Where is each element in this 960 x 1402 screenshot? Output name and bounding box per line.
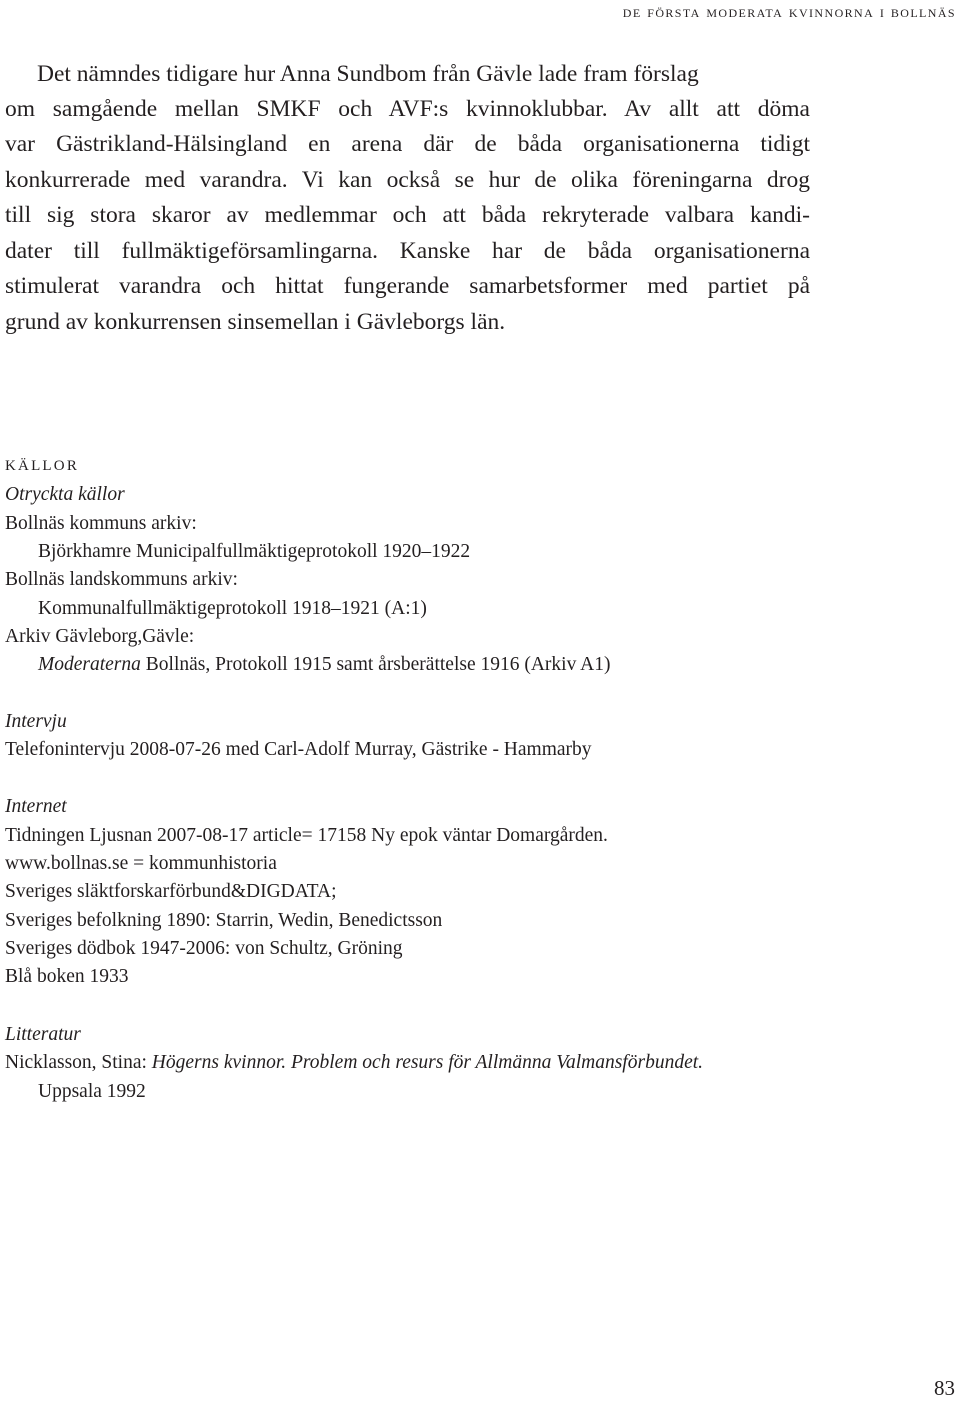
paragraph-line: dater till fullmäktigeförsamlingarna. Kanske har de båda organisationerna	[5, 238, 810, 264]
archive-name: Arkiv Gävleborg,Gävle:	[5, 626, 195, 647]
paragraph-line: konkurrerade med varandra. Vi kan också se hur de olika föreningarna drog	[5, 167, 810, 193]
paragraph-line: grund av konkurrensen sinsemellan i Gävleborgs län.	[5, 309, 506, 335]
paragraph-line: stimulerat varandra och hittat fungerande samarbetsformer med partiet på	[5, 273, 810, 299]
literature-title: Högerns kvinnor. Problem och resurs för Allmänna Valmansförbundet.	[151, 1052, 704, 1073]
archive-item: Björkhamre Municipalfullmäktigeprotokoll 1920–1922	[38, 541, 471, 562]
archive-item	[38, 651, 610, 679]
paragraph-line: om samgående mellan SMKF och AVF:s kvinnoklubbar. Av allt att döma	[5, 96, 810, 122]
archive-item: Kommunalfullmäktigeprotokoll 1918–1921 (A:1)	[38, 598, 427, 619]
internet-item: Tidningen Ljusnan 2007-08-17 article= 17158 Ny epok väntar Domargården.	[5, 825, 608, 846]
archive-item-rest: Bollnäs, Protokoll 1915 samt årsberättelse 1916 (Arkiv A1)	[140, 654, 611, 675]
paragraph-line: Det nämndes tidigare hur Anna Sundbom från Gävle lade fram förslag	[37, 61, 699, 87]
archive-name: Bollnäs kommuns arkiv:	[5, 513, 197, 534]
literature-heading: Litteratur	[5, 1024, 81, 1045]
literature-author: Nicklasson, Stina:	[5, 1052, 152, 1073]
literature-place-year: Uppsala 1992	[38, 1081, 146, 1102]
archive-item-italic: Moderaterna	[38, 654, 141, 675]
internet-heading: Internet	[5, 796, 67, 817]
archive-name: Bollnäs landskommuns arkiv:	[5, 569, 238, 590]
unprinted-sources-heading: Otryckta källor	[5, 484, 125, 505]
paragraph-line: till sig stora skaror av medlemmar och att båda rekryterade valbara kandi-	[5, 202, 810, 228]
interview-item: Telefonintervju 2008-07-26 med Carl-Adolf Murray, Gästrike - Hammarby	[5, 739, 592, 760]
paragraph-line: var Gästrikland-Hälsingland en arena där de båda organisationerna tidigt	[5, 131, 810, 157]
running-head: de första moderata kvinnorna i bollnäs	[622, 2, 956, 21]
page-number: 83	[934, 1376, 955, 1400]
sources-heading: källor	[5, 451, 80, 475]
internet-item: Sveriges släktforskarförbund&DIGDATA;	[5, 881, 337, 902]
internet-item: Sveriges dödbok 1947-2006: von Schultz, Gröning	[5, 938, 403, 959]
internet-item: Sveriges befolkning 1890: Starrin, Wedin, Benedictsson	[5, 910, 443, 931]
literature-item	[5, 1049, 703, 1077]
internet-item: www.bollnas.se = kommunhistoria	[5, 853, 277, 874]
internet-item: Blå boken 1933	[5, 966, 129, 987]
interview-heading: Intervju	[5, 711, 67, 732]
